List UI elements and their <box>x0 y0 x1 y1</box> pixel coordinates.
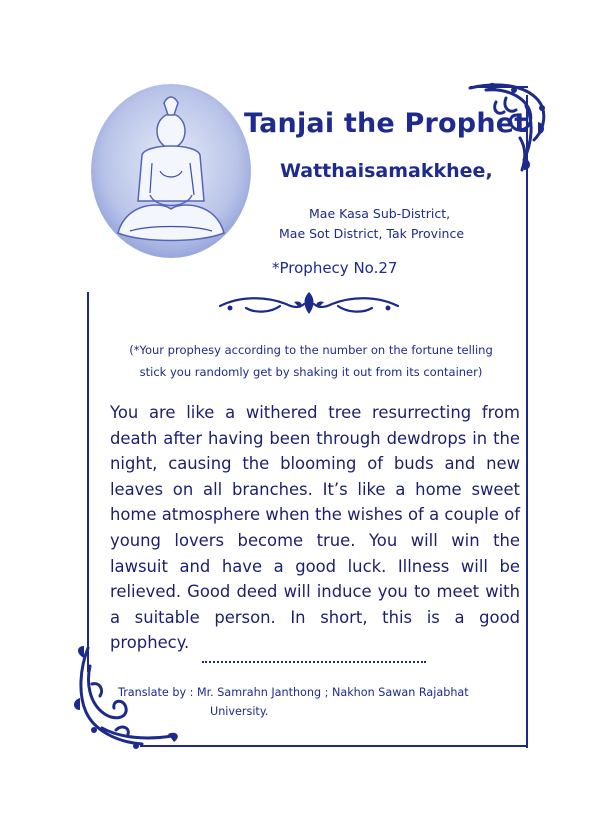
address-line-1: Mae Kasa Sub-District, <box>309 206 451 221</box>
credit-line-2: University. <box>210 705 269 718</box>
prophecy-text: You are like a withered tree resurrecting from death after having been through dewdrops in the night, causing the blooming of buds and new leaves on all branches. It’s like a home sweet home atmosphere when the wishes of a couple of young lovers become true. You will win the lawsuit and have a good luck. Illness will be relieved. Good deed will induce you to meet with a suitable person. In short, this is a good prophecy. <box>110 403 520 653</box>
ornament-divider-icon <box>216 290 402 316</box>
address-line-2: Mae Sot District, Tak Province <box>279 226 465 241</box>
temple-name: Watthaisamakkhee, <box>280 160 493 182</box>
dotted-divider <box>202 661 426 663</box>
frame-bottom-line <box>140 745 528 747</box>
credit-line-1: Translate by : Mr. Samrahn Janthong ; Nakhon Sawan Rajabhat <box>118 686 469 699</box>
note-line-1: (*Your prophesy according to the number on the fortune telling <box>129 343 493 357</box>
prophecy-number: *Prophecy No.27 <box>272 259 398 277</box>
seated-buddha-icon <box>90 83 252 260</box>
frame-right-line <box>526 95 528 748</box>
frame-left-line <box>87 292 89 672</box>
note-line-2: stick you randomly get by shaking it out from its container) <box>139 365 483 379</box>
translator-credit <box>118 683 523 721</box>
page-title: Tanjai the Prophet <box>244 108 528 139</box>
